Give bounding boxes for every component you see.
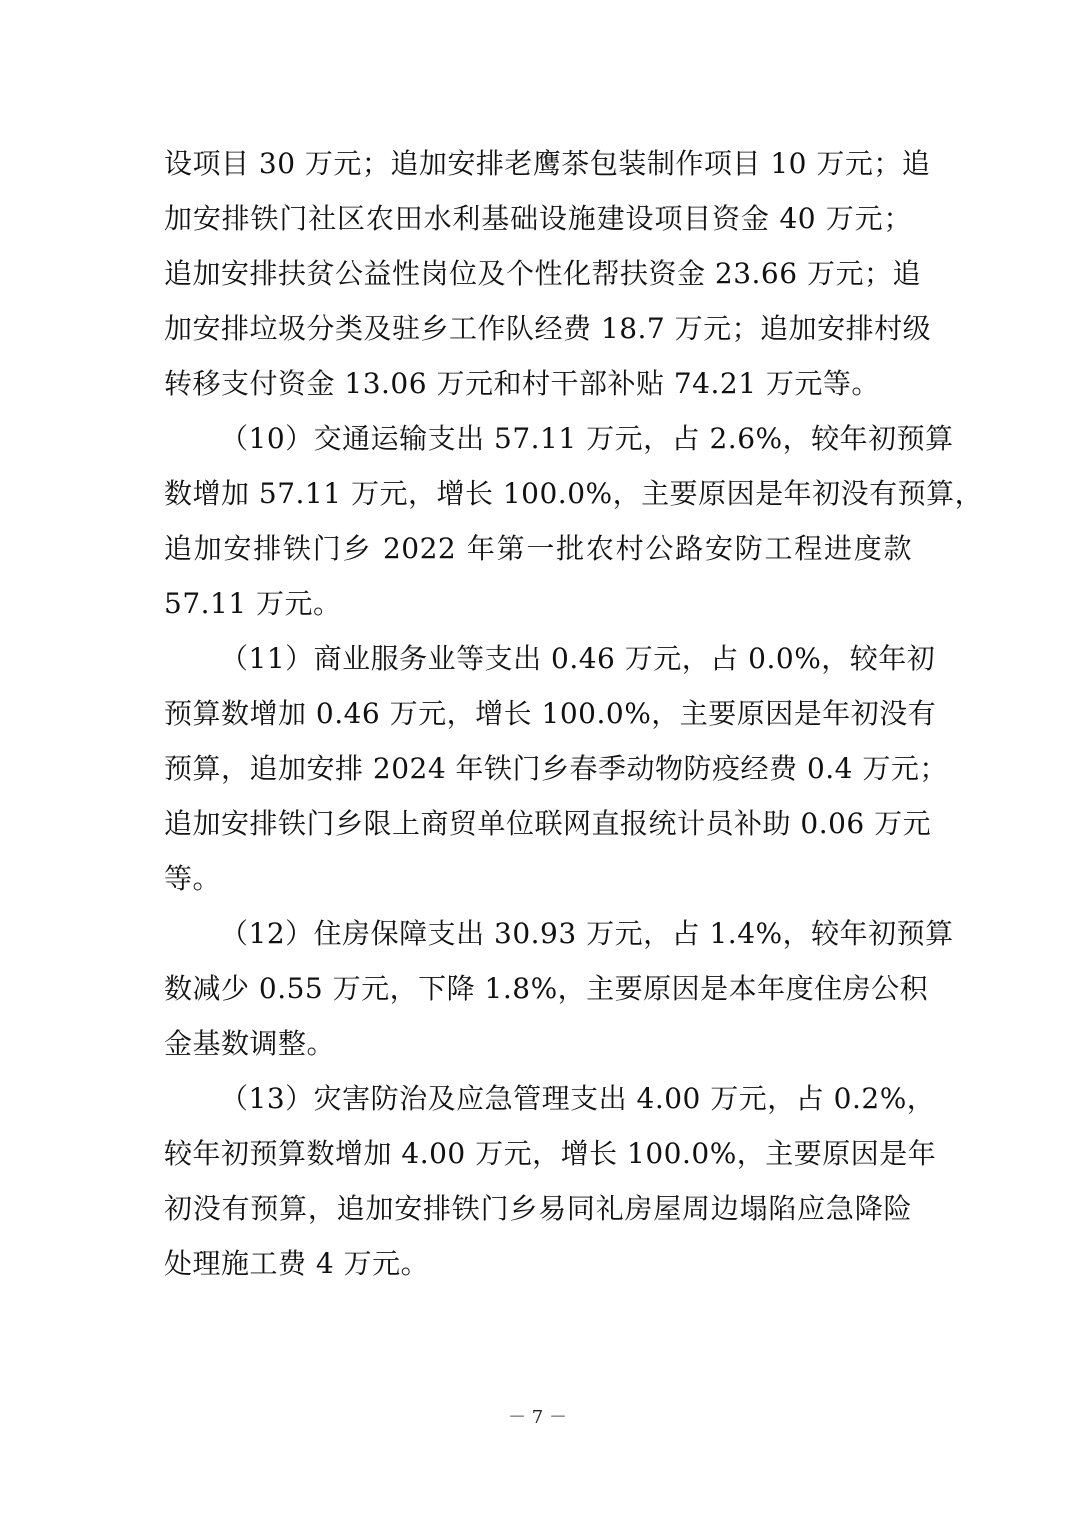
text-line: 数增加 57.11 万元，增长 100.0%，主要原因是年初没有预算， (164, 477, 984, 510)
text-line: 等。 (164, 862, 222, 895)
text-line: 57.11 万元。 (164, 587, 342, 620)
paragraph-item-11 (164, 631, 948, 906)
paragraph-item-13 (164, 1071, 937, 1291)
paragraph-item-10 (164, 411, 984, 631)
text-line: （11）商业服务业等支出 0.46 万元，占 0.0%，较年初 (220, 642, 936, 675)
text-line: 金基数调整。 (164, 1027, 336, 1060)
text-line: 初没有预算，追加安排铁门乡易同礼房屋周边塌陷应急降险 (164, 1192, 912, 1225)
paragraph-continuation (164, 136, 932, 411)
text-line: 数减少 0.55 万元，下降 1.8%，主要原因是本年度住房公积 (164, 972, 929, 1005)
text-line: 追加安排铁门乡 2022 年第一批农村公路安防工程进度款 (164, 532, 912, 565)
text-line: （13）灾害防治及应急管理支出 4.00 万元，占 0.2%， (220, 1082, 936, 1115)
paragraph-item-12 (164, 906, 954, 1071)
text-line: 转移支付资金 13.06 万元和村干部补贴 74.21 万元等。 (164, 367, 880, 400)
text-line: 预算数增加 0.46 万元，增长 100.0%，主要原因是年初没有 (164, 697, 937, 730)
text-line: 设项目 30 万元；追加安排老鹰茶包装制作项目 10 万元；追 (164, 147, 931, 180)
text-line: （10）交通运输支出 57.11 万元，占 2.6%，较年初预算 (220, 422, 954, 455)
text-line: 追加安排扶贫公益性岗位及个性化帮扶资金 23.66 万元；追 (164, 257, 921, 290)
text-line: （12）住房保障支出 30.93 万元，占 1.4%，较年初预算 (220, 917, 954, 950)
text-line: 加安排铁门社区农田水利基础设施建设项目资金 40 万元； (164, 202, 912, 235)
text-line: 预算，追加安排 2024 年铁门乡春季动物防疫经费 0.4 万元； (164, 752, 948, 785)
document-body (164, 136, 984, 1291)
text-line: 较年初预算数增加 4.00 万元，增长 100.0%，主要原因是年 (164, 1137, 937, 1170)
text-line: 追加安排铁门乡限上商贸单位联网直报统计员补助 0.06 万元 (164, 807, 932, 840)
text-line: 处理施工费 4 万元。 (164, 1247, 430, 1280)
page-number: － 7 － (508, 1407, 567, 1428)
text-line: 加安排垃圾分类及驻乡工作队经费 18.7 万元；追加安排村级 (164, 312, 932, 345)
